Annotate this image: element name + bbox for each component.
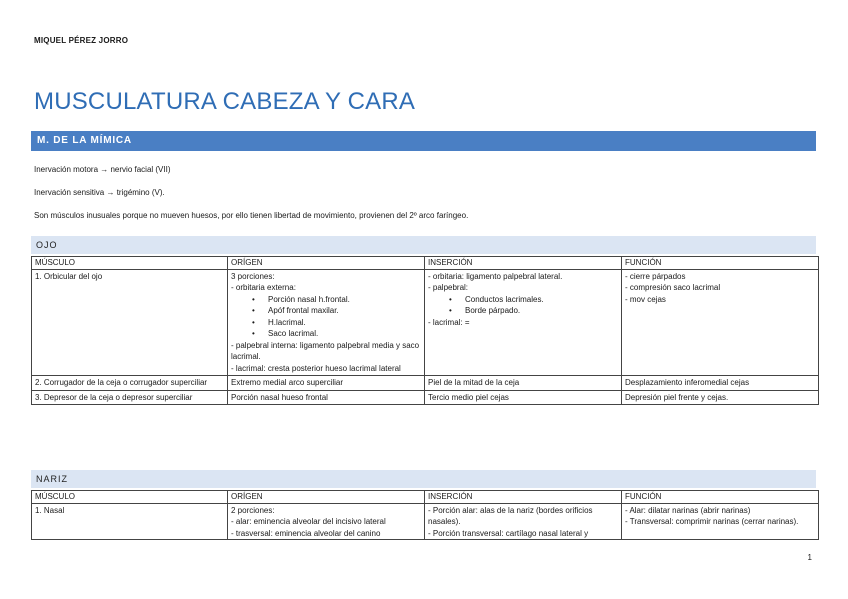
cell-insercion: Tercio medio piel cejas [425, 390, 622, 405]
column-header-funcion: FUNCIÓN [622, 491, 819, 504]
column-header-musculo: MÚSCULO [32, 491, 228, 504]
origen-palpebral: - palpebral interna: ligamento palpebral media y saco lacrimal. [231, 340, 420, 361]
nariz-table [31, 490, 819, 540]
origen-ext-label: - orbitaria externa: [231, 283, 296, 292]
paragraph-description: Son músculos inusuales porque no mueven huesos, por ello tienen libertad de movimiento, provienen del 2º arco faríngeo. [34, 211, 469, 220]
origen-intro: 3 porciones: [231, 271, 275, 281]
funcion-line: - Alar: dilatar narinas (abrir narinas) [625, 505, 751, 515]
origen-line: - alar: eminencia alveolar del incisivo lateral [231, 517, 386, 526]
column-header-musculo: MÚSCULO [32, 257, 228, 270]
funcion-line: - mov cejas [625, 294, 666, 304]
insercion-orbitaria: - orbitaria: ligamento palpebral lateral. [428, 271, 563, 281]
table-row [32, 376, 819, 391]
insercion-lacrimal: - lacrimal: = [428, 317, 470, 327]
list-item: • Porción nasal h.frontal. [268, 294, 421, 306]
origen-line: 2 porciones: [231, 505, 275, 515]
insercion-palp-label: - palpebral: [428, 283, 469, 292]
page-number: 1 [807, 553, 812, 562]
list-item: • Saco lacrimal. [268, 328, 421, 340]
cell-insercion [425, 503, 622, 539]
table-header-row [32, 491, 819, 504]
cell-insercion: Piel de la mitad de la ceja [425, 376, 622, 391]
column-header-origen: ORÍGEN [228, 257, 425, 270]
column-header-origen: ORÍGEN [228, 491, 425, 504]
cell-funcion: Desplazamiento inferomedial cejas [622, 376, 819, 391]
cell-musculo: 2. Corrugador de la ceja o corrugador superciliar [32, 376, 228, 391]
list-item: • H.lacrimal. [268, 317, 421, 329]
insercion-line: - Porción transversal: cartílago nasal lateral y [428, 528, 589, 538]
cell-funcion [622, 269, 819, 376]
paragraph-sensitive: Inervación sensitiva → trigémino (V). [34, 188, 165, 197]
page-title: MUSCULATURA CABEZA Y CARA [34, 88, 416, 115]
origen-lacrimal: - lacrimal: cresta posterior hueso lacrimal lateral [231, 363, 401, 373]
column-header-funcion: FUNCIÓN [622, 257, 819, 270]
cell-funcion [622, 503, 819, 539]
cell-origen: Porción nasal hueso frontal [228, 390, 425, 405]
paragraph-motor: Inervación motora → nervio facial (VII) [34, 165, 171, 174]
funcion-line: - compresión saco lacrimal [625, 283, 721, 292]
list-item: • Conductos lacrimales. [465, 294, 618, 306]
insercion-palp-list [428, 294, 618, 317]
origen-ext-list [231, 294, 421, 340]
table-header-row [32, 257, 819, 270]
origen-line: - trasversal: eminencia alveolar del canino [231, 528, 381, 538]
table-row [32, 390, 819, 405]
list-item: • Apóf frontal maxilar. [268, 305, 421, 317]
table-row [32, 269, 819, 376]
ojo-table [31, 256, 819, 405]
section-heading: M. DE LA MÍMICA [31, 131, 816, 151]
column-header-insercion: INSERCIÓN [425, 257, 622, 270]
insercion-line: - Porción alar: alas de la nariz (bordes orificios nasales). [428, 505, 593, 526]
funcion-line: - cierre párpados [625, 271, 686, 281]
list-item: • Borde párpado. [465, 305, 618, 317]
column-header-insercion: INSERCIÓN [425, 491, 622, 504]
funcion-line: - Transversal: comprimir narinas (cerrar narinas). [625, 517, 799, 526]
cell-funcion: Depresión piel frente y cejas. [622, 390, 819, 405]
subsection-ojo-heading: OJO [31, 236, 816, 254]
subsection-nariz-heading: NARIZ [31, 470, 816, 488]
cell-origen: Extremo medial arco superciliar [228, 376, 425, 391]
cell-musculo: 3. Depresor de la ceja o depresor superciliar [32, 390, 228, 405]
table-row [32, 503, 819, 539]
cell-musculo: 1. Orbicular del ojo [32, 269, 228, 376]
cell-musculo: 1. Nasal [32, 503, 228, 539]
cell-origen [228, 503, 425, 539]
cell-origen [228, 269, 425, 376]
cell-insercion [425, 269, 622, 376]
author-name: MIQUEL PÉREZ JORRO [34, 36, 129, 45]
